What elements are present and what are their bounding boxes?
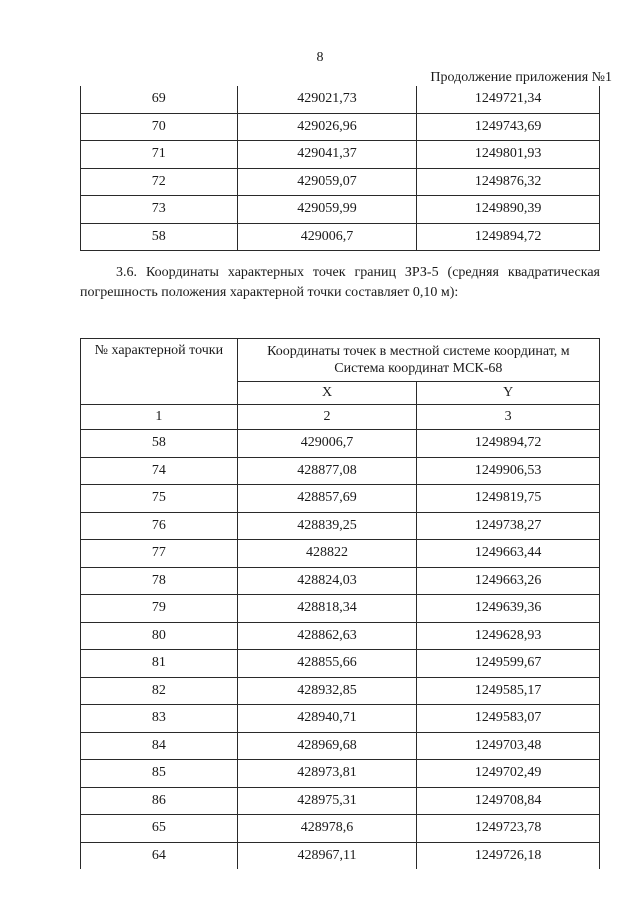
header-coordinates-title: Координаты точек в местной системе координат, м bbox=[267, 344, 570, 359]
table-row bbox=[81, 485, 600, 513]
point-number-cell: 72 bbox=[81, 168, 238, 196]
x-coordinate-cell: 428940,71 bbox=[237, 705, 417, 733]
y-coordinate-cell: 1249743,69 bbox=[417, 113, 600, 141]
x-coordinate-cell: 428978,6 bbox=[237, 815, 417, 843]
x-coordinate-cell: 428824,03 bbox=[237, 567, 417, 595]
table-row bbox=[81, 760, 600, 788]
point-number-cell: 80 bbox=[81, 622, 238, 650]
point-number-cell: 69 bbox=[81, 86, 238, 113]
x-coordinate-cell: 428862,63 bbox=[237, 622, 417, 650]
point-number-cell: 84 bbox=[81, 732, 238, 760]
header-coordinates bbox=[237, 339, 599, 382]
y-coordinate-cell: 1249708,84 bbox=[417, 787, 600, 815]
point-number-cell: 85 bbox=[81, 760, 238, 788]
x-coordinate-cell: 428932,85 bbox=[237, 677, 417, 705]
point-number-cell: 58 bbox=[81, 430, 238, 458]
point-number-cell: 73 bbox=[81, 196, 238, 224]
table-row bbox=[81, 141, 600, 169]
table-row bbox=[81, 842, 600, 869]
point-number-cell: 78 bbox=[81, 567, 238, 595]
table-row bbox=[81, 196, 600, 224]
x-coordinate-cell: 429059,99 bbox=[237, 196, 417, 224]
table-row bbox=[81, 815, 600, 843]
y-coordinate-cell: 1249583,07 bbox=[417, 705, 600, 733]
x-coordinate-cell: 428877,08 bbox=[237, 457, 417, 485]
x-coordinate-cell: 428975,31 bbox=[237, 787, 417, 815]
y-coordinate-cell: 1249702,49 bbox=[417, 760, 600, 788]
y-coordinate-cell: 1249876,32 bbox=[417, 168, 600, 196]
header-col-index-3: 3 bbox=[417, 405, 600, 430]
table-row bbox=[81, 430, 600, 458]
header-x: X bbox=[237, 382, 417, 405]
y-coordinate-cell: 1249894,72 bbox=[417, 430, 600, 458]
y-coordinate-cell: 1249723,78 bbox=[417, 815, 600, 843]
point-number-cell: 71 bbox=[81, 141, 238, 169]
table-row bbox=[81, 787, 600, 815]
y-coordinate-cell: 1249639,36 bbox=[417, 595, 600, 623]
table-row bbox=[81, 113, 600, 141]
table-row bbox=[81, 86, 600, 113]
coordinates-table-continued-body bbox=[81, 86, 600, 251]
zrz5-coordinates-table bbox=[80, 338, 600, 869]
y-coordinate-cell: 1249663,26 bbox=[417, 567, 600, 595]
appendix-continuation-note: Продолжение приложения №1 bbox=[430, 70, 612, 85]
table-row bbox=[81, 457, 600, 485]
x-coordinate-cell: 428822 bbox=[237, 540, 417, 568]
x-coordinate-cell: 429059,07 bbox=[237, 168, 417, 196]
point-number-cell: 65 bbox=[81, 815, 238, 843]
point-number-cell: 75 bbox=[81, 485, 238, 513]
point-number-cell: 82 bbox=[81, 677, 238, 705]
x-coordinate-cell: 428818,34 bbox=[237, 595, 417, 623]
x-coordinate-cell: 428839,25 bbox=[237, 512, 417, 540]
table-row bbox=[81, 168, 600, 196]
point-number-cell: 70 bbox=[81, 113, 238, 141]
point-number-cell: 79 bbox=[81, 595, 238, 623]
table-row bbox=[81, 540, 600, 568]
x-coordinate-cell: 429021,73 bbox=[237, 86, 417, 113]
x-coordinate-cell: 429041,37 bbox=[237, 141, 417, 169]
y-coordinate-cell: 1249906,53 bbox=[417, 457, 600, 485]
point-number-cell: 86 bbox=[81, 787, 238, 815]
y-coordinate-cell: 1249599,67 bbox=[417, 650, 600, 678]
point-number-cell: 58 bbox=[81, 223, 238, 251]
page-number: 8 bbox=[316, 50, 324, 65]
x-coordinate-cell: 428973,81 bbox=[237, 760, 417, 788]
x-coordinate-cell: 428969,68 bbox=[237, 732, 417, 760]
y-coordinate-cell: 1249890,39 bbox=[417, 196, 600, 224]
header-point-number: № характерной точки bbox=[81, 339, 238, 405]
table-row bbox=[81, 622, 600, 650]
x-coordinate-cell: 428967,11 bbox=[237, 842, 417, 869]
y-coordinate-cell: 1249726,18 bbox=[417, 842, 600, 869]
table-row bbox=[81, 223, 600, 251]
section-3-6-caption: 3.6. Координаты характерных точек границ ЗРЗ-5 (средняя квадратическая погрешность положения характерной точки составляет 0,10 м): bbox=[80, 265, 600, 300]
point-number-cell: 74 bbox=[81, 457, 238, 485]
y-coordinate-cell: 1249703,48 bbox=[417, 732, 600, 760]
x-coordinate-cell: 429006,7 bbox=[237, 430, 417, 458]
point-number-cell: 77 bbox=[81, 540, 238, 568]
header-y: Y bbox=[417, 382, 600, 405]
y-coordinate-cell: 1249721,34 bbox=[417, 86, 600, 113]
x-coordinate-cell: 428857,69 bbox=[237, 485, 417, 513]
table-row bbox=[81, 677, 600, 705]
y-coordinate-cell: 1249585,17 bbox=[417, 677, 600, 705]
table-row bbox=[81, 512, 600, 540]
header-coordinate-system: Система координат МСК-68 bbox=[334, 361, 503, 376]
table-row bbox=[81, 732, 600, 760]
y-coordinate-cell: 1249819,75 bbox=[417, 485, 600, 513]
point-number-cell: 83 bbox=[81, 705, 238, 733]
y-coordinate-cell: 1249628,93 bbox=[417, 622, 600, 650]
header-col-index-1: 1 bbox=[81, 405, 238, 430]
point-number-cell: 81 bbox=[81, 650, 238, 678]
table-row bbox=[81, 705, 600, 733]
y-coordinate-cell: 1249738,27 bbox=[417, 512, 600, 540]
table-row bbox=[81, 567, 600, 595]
header-col-index-2: 2 bbox=[237, 405, 417, 430]
y-coordinate-cell: 1249801,93 bbox=[417, 141, 600, 169]
table-row bbox=[81, 650, 600, 678]
zrz5-coordinates-table-body bbox=[81, 430, 600, 870]
point-number-cell: 76 bbox=[81, 512, 238, 540]
y-coordinate-cell: 1249663,44 bbox=[417, 540, 600, 568]
point-number-cell: 64 bbox=[81, 842, 238, 869]
table-row bbox=[81, 595, 600, 623]
x-coordinate-cell: 428855,66 bbox=[237, 650, 417, 678]
x-coordinate-cell: 429026,96 bbox=[237, 113, 417, 141]
coordinates-table-continued bbox=[80, 86, 600, 251]
y-coordinate-cell: 1249894,72 bbox=[417, 223, 600, 251]
x-coordinate-cell: 429006,7 bbox=[237, 223, 417, 251]
